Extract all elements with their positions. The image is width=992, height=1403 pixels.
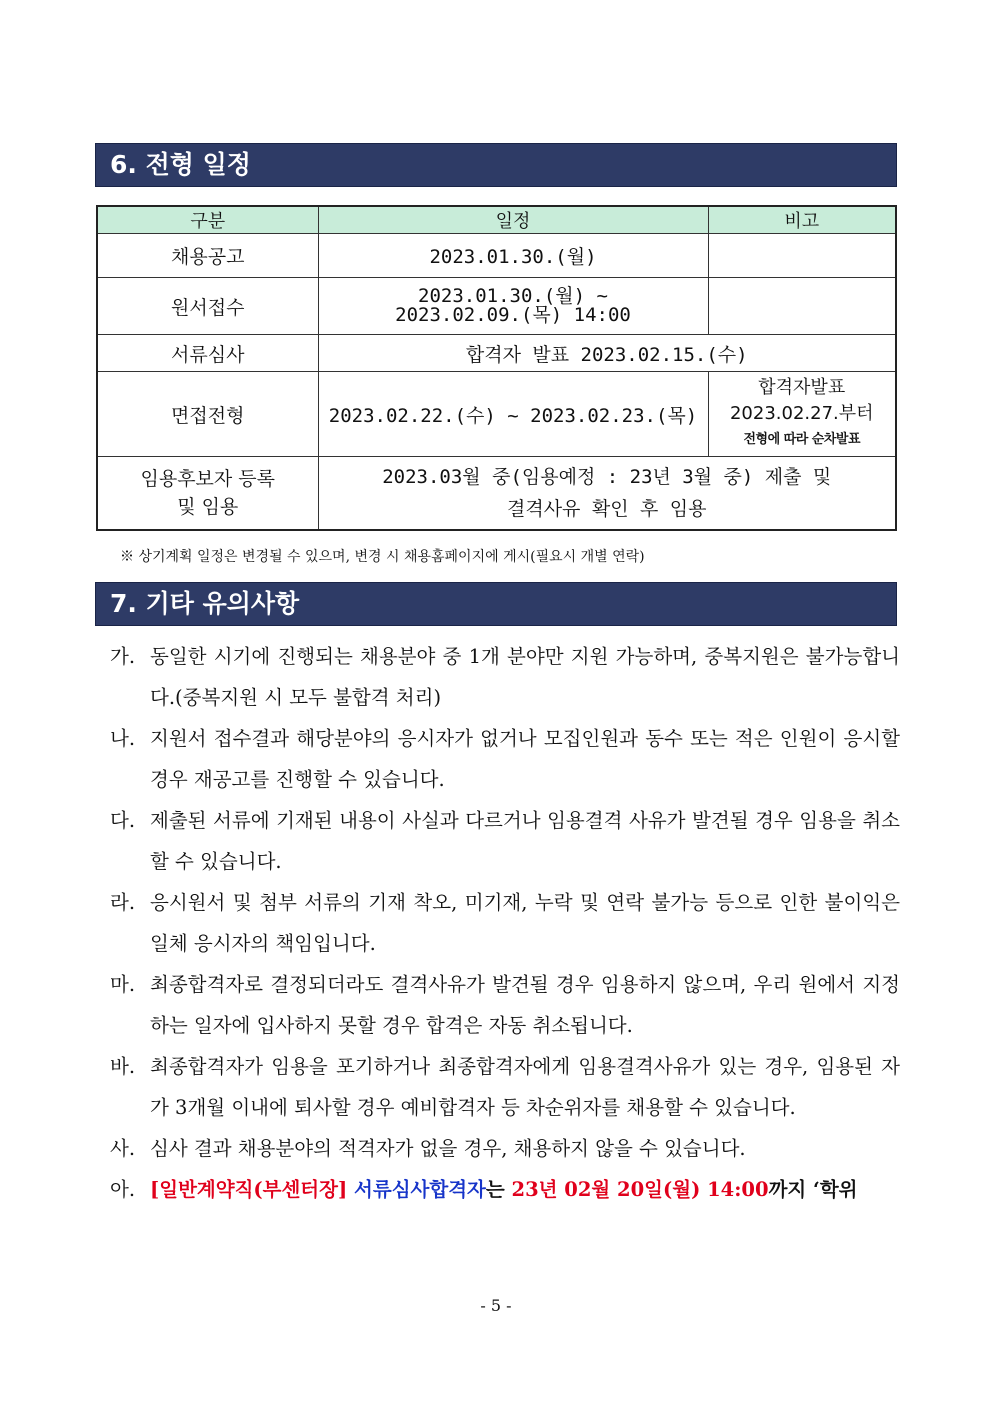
section-6-title: 6. 전형 일정	[110, 150, 251, 179]
note-line: 합격자발표	[758, 377, 846, 398]
position-name: [일반계약직(부센터장]	[150, 1178, 355, 1201]
item-mark: 가.	[110, 645, 136, 668]
list-item	[110, 882, 900, 964]
schedule-line: 2023.01.30.(월) ~	[418, 285, 608, 307]
table-row	[97, 457, 896, 530]
list-item	[110, 964, 900, 1046]
schedule-note: ※ 상기계획 일정은 변경될 수 있으며, 변경 시 채용홈페이지에 게시(필요시 개별 연락)	[120, 549, 645, 565]
schedule-line: 2023.03월 중(임용예정 : 23년 3월 중) 제출 및	[382, 465, 832, 488]
note-line: 2023.02.27.부터	[729, 403, 874, 424]
item-mark: 아.	[110, 1178, 136, 1201]
item-text: 심사 결과 채용분야의 적격자가 없을 경우, 채용하지 않을 수 있습니다.	[150, 1137, 746, 1160]
row-label: 서류심사	[97, 335, 318, 372]
row-note	[708, 234, 896, 278]
schedule-line: 결격사유 확인 후 임용	[506, 497, 707, 520]
header-remarks: 비고	[708, 206, 896, 234]
list-item	[110, 1046, 900, 1128]
item-text: 지원서 접수결과 해당분야의 응시자가 없거나 모집인원과 동수 또는 적은 인원이 응시할 경우 재공고를 진행할 수 있습니다.	[150, 727, 900, 791]
item-text-part: 까지 ‘학위	[768, 1178, 858, 1201]
row-label	[97, 457, 318, 530]
item-text: 제출된 서류에 기재된 내용이 사실과 다르거나 임용결격 사유가 발견될 경우 임용을 취소할 수 있습니다.	[150, 809, 900, 873]
item-mark: 라.	[110, 891, 136, 914]
item-text: 최종합격자로 결정되더라도 결격사유가 발견될 경우 임용하지 않으며, 우리 원에서 지정하는 일자에 입사하지 못할 경우 합격은 자동 취소됩니다.	[150, 973, 900, 1037]
row-schedule: 2023.01.30.(월)	[318, 234, 708, 278]
row-label: 채용공고	[97, 234, 318, 278]
list-item	[110, 636, 900, 718]
list-item	[110, 1128, 900, 1169]
section-7-header	[95, 582, 897, 626]
table-header-row	[97, 206, 896, 234]
item-text: 응시원서 및 첨부 서류의 기재 착오, 미기재, 누락 및 연락 불가능 등으로 인한 불이익은 일체 응시자의 책임입니다.	[150, 891, 900, 955]
item-text-part: 는	[485, 1178, 512, 1201]
row-label: 원서접수	[97, 278, 318, 335]
row-note	[708, 278, 896, 335]
row-note	[708, 372, 896, 457]
deadline-date: 23년 02월 20일(월) 14:00	[511, 1178, 769, 1201]
schedule-table	[96, 205, 897, 531]
table-row	[97, 335, 896, 372]
table-row	[97, 372, 896, 457]
item-mark: 나.	[110, 727, 136, 750]
section-6-header	[95, 143, 897, 187]
list-item	[110, 718, 900, 800]
notice-list	[110, 636, 900, 1210]
label-line: 임용후보자 등록	[140, 467, 276, 490]
item-text: 동일한 시기에 진행되는 채용분야 중 1개 분야만 지원 가능하며, 중복지원은 불가능합니다.(중복지원 시 모두 불합격 처리)	[150, 645, 900, 709]
row-schedule: 2023.02.22.(수) ~ 2023.02.23.(목)	[318, 372, 708, 457]
item-mark: 다.	[110, 809, 136, 832]
item-text	[150, 1169, 900, 1210]
row-schedule	[318, 278, 708, 335]
section-7-title: 7. 기타 유의사항	[110, 589, 300, 618]
page-number: - 5 -	[480, 1296, 512, 1315]
row-schedule: 합격자 발표 2023.02.15.(수)	[318, 335, 896, 372]
schedule-line: 2023.02.09.(목) 14:00	[395, 304, 631, 326]
table-row	[97, 234, 896, 278]
item-mark: 마.	[110, 973, 136, 996]
row-label: 면접전형	[97, 372, 318, 457]
header-schedule: 일정	[318, 206, 708, 234]
list-item	[110, 800, 900, 882]
applicant-label: 서류심사합격자	[354, 1178, 486, 1201]
table-row	[97, 278, 896, 335]
item-mark: 바.	[110, 1055, 136, 1078]
item-mark: 사.	[110, 1137, 136, 1160]
label-line: 및 임용	[177, 495, 239, 518]
note-line: 전형에 따라 순차발표	[743, 432, 861, 447]
row-schedule	[318, 457, 896, 530]
header-category: 구분	[97, 206, 318, 234]
list-item-highlighted	[110, 1169, 900, 1210]
item-text: 최종합격자가 임용을 포기하거나 최종합격자에게 임용결격사유가 있는 경우, 임용된 자가 3개월 이내에 퇴사할 경우 예비합격자 등 차순위자를 채용할 수 있습니다.	[150, 1055, 900, 1119]
